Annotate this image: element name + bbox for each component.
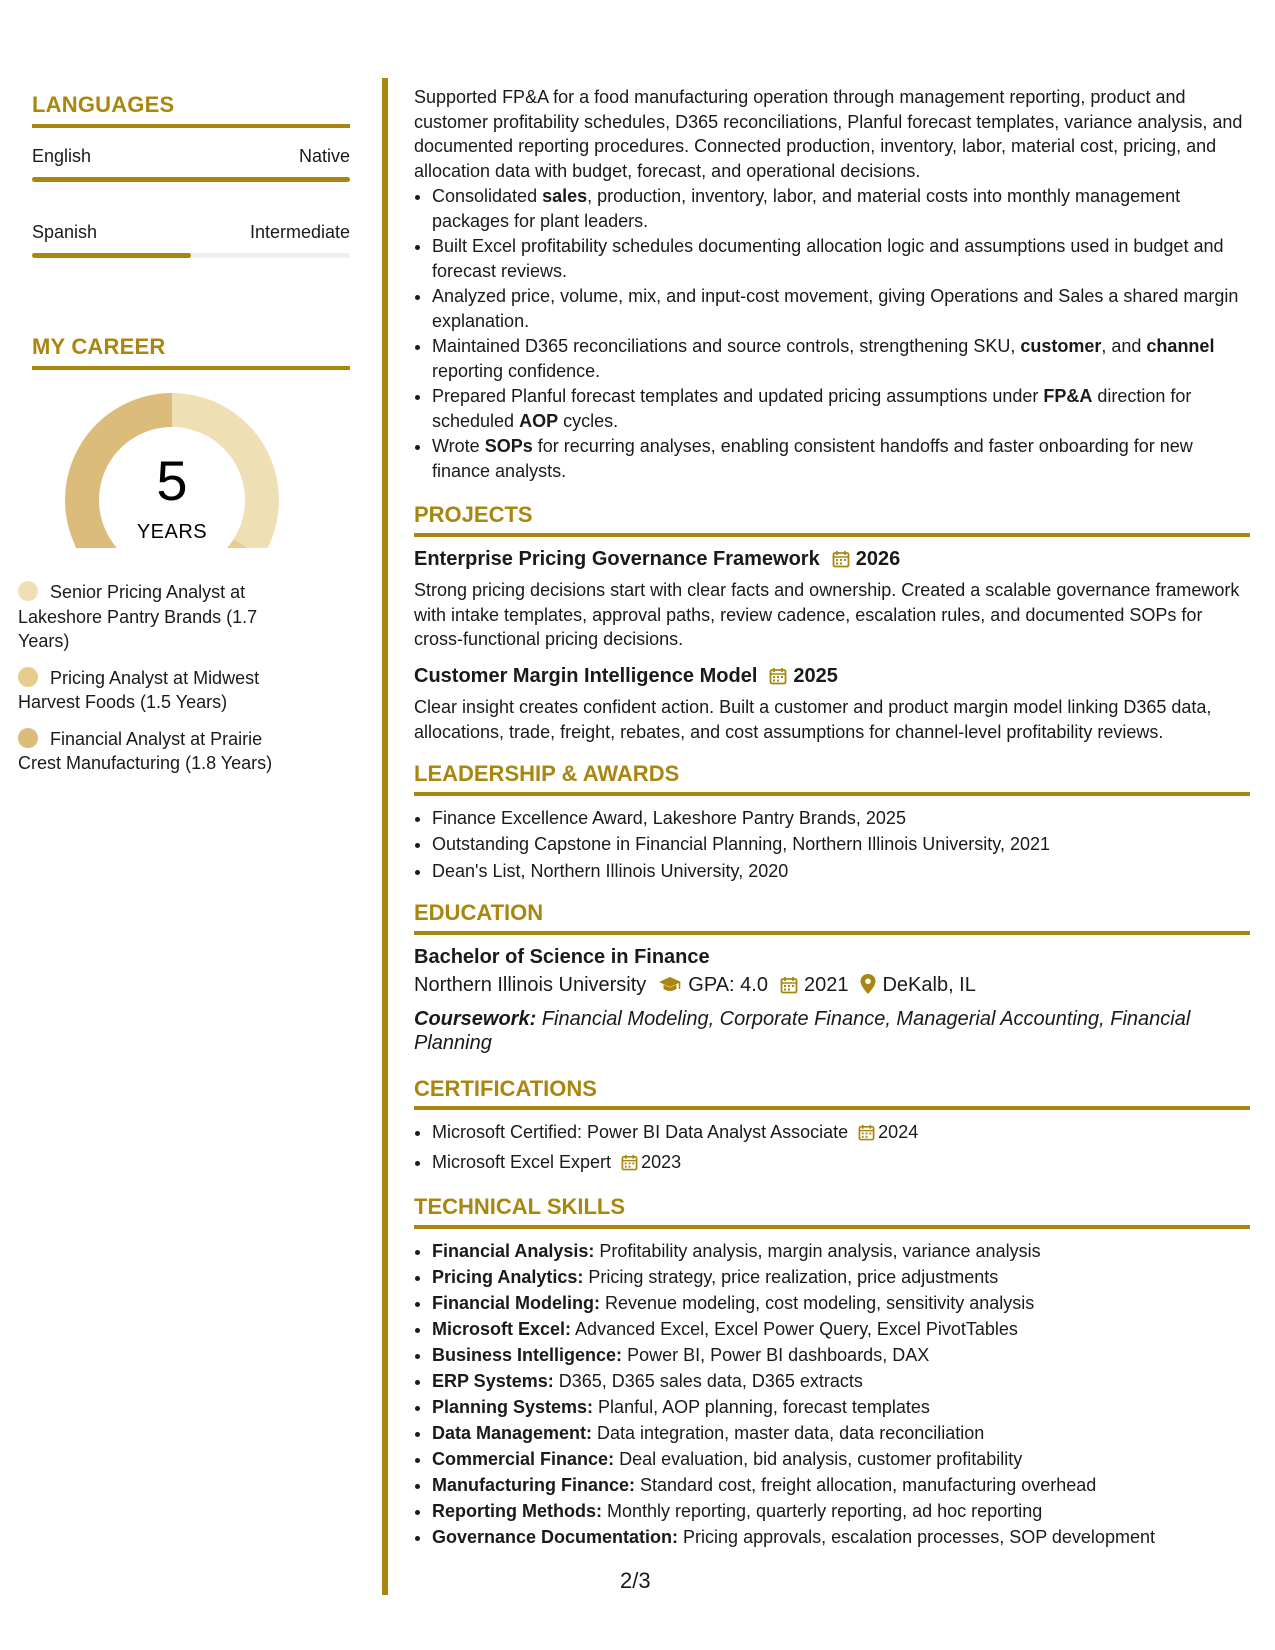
skill-text: Profitability analysis, margin analysis, variance analysis xyxy=(594,1240,1041,1261)
bullet-text: , production, inventory, labor, and material costs into monthly management packages for plant leaders. xyxy=(432,186,1181,231)
coursework-list: Financial Modeling, Corporate Finance, Managerial Accounting, Financial Planning xyxy=(414,1007,1191,1054)
skill-text: Deal evaluation, bid analysis, customer profitability xyxy=(614,1448,1023,1469)
language-level: Native xyxy=(298,146,350,166)
certifications-section xyxy=(414,1077,1250,1178)
coursework xyxy=(414,1007,1250,1055)
skill-item xyxy=(432,1343,1250,1368)
skill-text: Power BI, Power BI dashboards, DAX xyxy=(622,1344,930,1365)
skill-text: Data integration, master data, data reconciliation xyxy=(592,1422,985,1443)
skill-label: Microsoft Excel: xyxy=(432,1318,572,1339)
education-title: EDUCATION xyxy=(414,901,1250,935)
career-total: 5 xyxy=(156,449,188,512)
school-location: DeKalb, IL xyxy=(882,974,976,996)
award-item: • Finance Excellence Award, Lakeshore Pantry Brands, 2025 xyxy=(432,806,1250,831)
bullet-emphasis: customer xyxy=(1020,336,1102,356)
skill-item xyxy=(432,1395,1250,1420)
bullet-emphasis: SOPs xyxy=(484,436,533,456)
skill-label: ERP Systems: xyxy=(432,1370,554,1391)
project-item xyxy=(414,664,1250,745)
certification-item xyxy=(432,1150,1250,1178)
language-bar-fill xyxy=(32,177,350,182)
graduation-cap-icon xyxy=(658,976,682,1001)
project-year: 2025 xyxy=(793,664,838,687)
certification-name: Microsoft Excel Expert xyxy=(432,1151,612,1172)
career-donut-chart xyxy=(32,316,350,548)
award-item: • Outstanding Capstone in Financial Planning, Northern Illinois University, 2021 xyxy=(432,832,1250,857)
calendar-icon xyxy=(858,1123,875,1148)
skill-label: Governance Documentation: xyxy=(432,1526,679,1547)
experience-bullet xyxy=(432,334,1250,383)
bullet-text: , and xyxy=(1101,336,1147,356)
skill-text: D365, D365 sales data, D365 extracts xyxy=(553,1370,863,1391)
skill-label: Planning Systems: xyxy=(432,1396,594,1417)
project-description: Clear insight creates confident action. Built a customer and product margin model linking D365 data, allocations, trade, freight, rebates, and cost assumptions for channel-level profitability reviews. xyxy=(414,697,1212,742)
skill-label: Reporting Methods: xyxy=(432,1500,602,1521)
bullet-text: direction for scheduled xyxy=(432,386,1192,431)
skill-item xyxy=(432,1421,1250,1446)
skills-section xyxy=(414,1195,1250,1549)
leadership-section xyxy=(414,762,1250,883)
bullet-emphasis: channel xyxy=(1146,336,1215,356)
career-item-text: Financial Analyst at Prairie Crest Manufacturing (1.8 Years) xyxy=(18,728,273,773)
languages-title: LANGUAGES xyxy=(32,92,350,128)
project-year: 2026 xyxy=(855,547,901,570)
career-item-text: Pricing Analyst at Midwest Harvest Foods (1.5 Years) xyxy=(18,667,260,712)
certification-year: 2023 xyxy=(641,1151,682,1172)
award-item: • Dean's List, Northern Illinois University, 2020 xyxy=(432,859,1250,884)
language-english xyxy=(32,146,350,182)
skill-text: Advanced Excel, Excel Power Query, Excel PivotTables xyxy=(571,1318,1018,1339)
skill-label: Financial Modeling: xyxy=(432,1292,601,1313)
skill-text: Pricing approvals, escalation processes, SOP development xyxy=(678,1526,1155,1547)
language-name: English xyxy=(32,146,92,166)
bullet-emphasis: sales xyxy=(542,186,588,206)
skill-label: Data Management: xyxy=(432,1422,593,1443)
career-dot xyxy=(18,581,38,601)
graduation-year: 2021 xyxy=(803,974,849,996)
skill-text: Pricing strategy, price realization, price adjustments xyxy=(583,1266,999,1287)
skill-label: Business Intelligence: xyxy=(432,1344,623,1365)
projects-section xyxy=(414,503,1250,744)
language-bar xyxy=(32,177,350,182)
experience-bullet xyxy=(432,234,1250,283)
bullet-emphasis: FP&A xyxy=(1043,386,1093,406)
bullet-text: reporting confidence. xyxy=(432,360,601,381)
skill-label: Manufacturing Finance: xyxy=(432,1474,636,1495)
career-title: MY CAREER xyxy=(32,334,350,370)
experience-bullet xyxy=(432,284,1250,333)
right-column xyxy=(414,85,1250,1549)
page-number: 2/3 xyxy=(620,1568,651,1593)
column-divider xyxy=(382,78,388,1595)
certification-year: 2024 xyxy=(878,1122,919,1142)
experience-bullet xyxy=(432,434,1250,483)
calendar-icon xyxy=(769,667,787,692)
career-unit: YEARS xyxy=(136,521,208,543)
education-section xyxy=(414,901,1250,1055)
certification-name: Microsoft Certified: Power BI Data Analyst Associate xyxy=(432,1122,849,1142)
skill-text: Standard cost, freight allocation, manufacturing overhead xyxy=(635,1474,1097,1495)
career-item xyxy=(18,727,308,776)
skill-item xyxy=(432,1525,1250,1550)
bullet-text: Analyzed price, volume, mix, and input-cost movement, giving Operations and Sales a shared margin explanation. xyxy=(432,286,1239,331)
skill-item xyxy=(432,1291,1250,1316)
career-dot xyxy=(18,728,38,748)
skill-text: Planful, AOP planning, forecast templates xyxy=(593,1396,930,1417)
calendar-icon xyxy=(621,1153,638,1178)
skill-item xyxy=(432,1239,1250,1264)
calendar-icon xyxy=(780,976,798,1001)
language-bar-fill xyxy=(32,253,191,258)
bullet-text: Built Excel profitability schedules documenting allocation logic and assumptions used in budget and forecast reviews. xyxy=(432,236,1224,281)
language-level: Intermediate xyxy=(249,222,350,242)
skill-label: Pricing Analytics: xyxy=(432,1266,584,1287)
project-description: Strong pricing decisions start with clear facts and ownership. Created a scalable governance framework with intake templates, approval paths, review cadence, escalation rules, and documented SOPs for cross-functional pricing decisions. xyxy=(414,580,1240,649)
skill-item xyxy=(432,1369,1250,1394)
leadership-title: LEADERSHIP & AWARDS xyxy=(414,762,1250,796)
skill-item xyxy=(432,1447,1250,1472)
project-name: Customer Margin Intelligence Model xyxy=(414,664,758,687)
skill-label: Commercial Finance: xyxy=(432,1448,615,1469)
bullet-text: Maintained D365 reconciliations and source controls, strengthening SKU, xyxy=(432,336,1021,356)
career-item xyxy=(18,666,308,715)
skills-title: TECHNICAL SKILLS xyxy=(414,1195,1250,1229)
bullet-emphasis: AOP xyxy=(519,410,559,431)
bullet-text: Consolidated xyxy=(432,186,543,206)
school-name: Northern Illinois University xyxy=(414,974,647,996)
skill-text: Revenue modeling, cost modeling, sensitivity analysis xyxy=(600,1292,1035,1313)
degree: Bachelor of Science in Finance xyxy=(414,945,710,968)
project-name: Enterprise Pricing Governance Framework xyxy=(414,547,820,570)
bullet-text: Prepared Planful forecast templates and updated pricing assumptions under xyxy=(432,386,1044,406)
skill-item xyxy=(432,1499,1250,1524)
skill-label: Financial Analysis: xyxy=(432,1240,595,1261)
certification-item xyxy=(432,1120,1250,1148)
skill-item xyxy=(432,1265,1250,1290)
experience-bullet xyxy=(432,384,1250,433)
bullet-text: Wrote xyxy=(432,436,485,456)
gpa: GPA: 4.0 xyxy=(688,974,768,996)
career-item xyxy=(18,580,308,654)
experience-bullet xyxy=(432,184,1250,233)
language-name: Spanish xyxy=(32,222,98,242)
location-pin-icon xyxy=(860,974,876,1001)
coursework-label: Coursework: xyxy=(414,1007,537,1030)
skill-item xyxy=(432,1473,1250,1498)
language-bar xyxy=(32,253,350,258)
experience-summary: Supported FP&A for a food manufacturing operation through management reporting, product and customer profitability schedules, D365 reconciliations, Planful forecast templates, variance analysis, and documented reporting procedures. Connected production, inventory, labor, material cost, pricing, and allocation data with budget, forecast, and operational decisions. xyxy=(414,87,1243,181)
project-item xyxy=(414,547,1250,652)
experience-bullets xyxy=(414,184,1250,483)
skill-item xyxy=(432,1317,1250,1342)
skills-list xyxy=(414,1239,1250,1550)
language-spanish xyxy=(32,222,350,258)
calendar-icon xyxy=(832,550,850,575)
bullet-text: for recurring analyses, enabling consistent handoffs and faster onboarding for new finance analysts. xyxy=(432,436,1193,481)
career-list xyxy=(18,580,308,788)
skill-text: Monthly reporting, quarterly reporting, ad hoc reporting xyxy=(601,1500,1043,1521)
certifications-title: CERTIFICATIONS xyxy=(414,1077,1250,1111)
education-details xyxy=(414,973,1250,1001)
projects-title: PROJECTS xyxy=(414,503,1250,537)
career-item-text: Senior Pricing Analyst at Lakeshore Pantry Brands (1.7 Years) xyxy=(18,582,258,651)
career-dot xyxy=(18,667,38,687)
bullet-text: cycles. xyxy=(558,410,619,431)
